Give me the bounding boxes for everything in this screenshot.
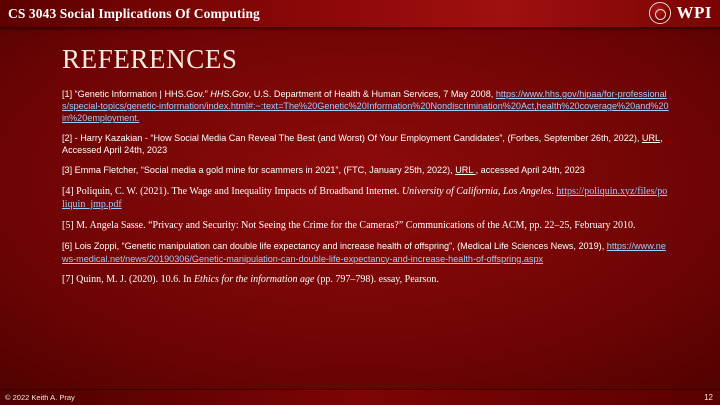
reference-item	[62, 240, 670, 264]
course-title: CS 3043 Social Implications Of Computing	[8, 5, 260, 21]
reference-item	[62, 273, 670, 286]
reference-text: .	[551, 185, 557, 197]
brand-label: WPI	[676, 3, 712, 22]
reference-text: [2] - Harry Kazakian - “How Social Media Can Reveal The Best (and Worst) Of Your Employment Candidates”, (Forbes, September 26th, 2022),	[62, 133, 642, 144]
reference-text: , Accessed April 24th, 2023	[62, 133, 663, 156]
slide-banner	[0, 0, 720, 28]
reference-item	[62, 88, 670, 124]
copyright-text: © 2022 Keith A. Pray	[5, 393, 75, 402]
reference-text: , U.S. Department of Health & Human Services, 7 May 2008,	[248, 89, 496, 99]
reference-text: [5] M. Angela Sasse. “Privacy and Security: Not Seeing the Crime for the Cameras?” Communications of the ACM, pp. 22–25, February 2010.	[62, 220, 636, 232]
reference-source-title: University of California, Los Angeles	[401, 185, 552, 197]
reference-item	[62, 185, 670, 212]
reference-item	[62, 164, 670, 176]
reference-text: (pp. 797–798). essay, Pearson.	[314, 273, 439, 285]
page-title: REFERENCES	[62, 44, 238, 74]
brand	[649, 2, 713, 24]
references-list	[62, 88, 670, 286]
reference-link[interactable]: https://www.hhs.gov/hipaa/for-professionals/special-topics/genetic-information/index.html#:~:text=The%20Genetic%20Information%20Nondiscrimination%20Act,health%20coverage%20and%20in%20employment.	[62, 89, 669, 124]
reference-text: , accessed April 24th, 2023	[475, 165, 585, 176]
page-number: 12	[704, 393, 713, 402]
slide-footer	[0, 389, 720, 405]
reference-text: [6] Lois Zoppi, “Genetic manipulation can double life expectancy and increase health of offspring”, (Medical Life Sciences News, 2019),	[62, 241, 607, 252]
reference-link[interactable]: https://poliquin.xyz/files/poliquin_jmp.pdf	[62, 185, 668, 210]
reference-text: [4] Poliquin, C. W. (2021). The Wage and Inequality Impacts of Broadband Internet.	[62, 185, 402, 197]
wpi-seal-icon	[649, 2, 671, 24]
reference-source-title: HHS.Gov	[210, 89, 249, 99]
reference-url-link[interactable]: URL	[455, 165, 476, 176]
reference-link[interactable]: https://www.news-medical.net/news/20190306/Genetic-manipulation-can-double-life-expectancy-and-increase-health-of-offspring.aspx	[62, 241, 666, 264]
reference-url-link[interactable]: URL	[641, 133, 661, 144]
reference-text: [7] Quinn, M. J. (2020). 10.6. In	[62, 273, 194, 285]
reference-source-title: Ethics for the information age	[193, 273, 315, 285]
reference-text: [1] “Genetic Information | HHS.Gov.”	[62, 89, 211, 99]
reference-text: [3] Emma Fletcher, “Social media a gold mine for scammers in 2021”, (FTC, January 25th, 2022),	[62, 165, 456, 176]
reference-item	[62, 132, 670, 156]
reference-item	[62, 219, 670, 232]
